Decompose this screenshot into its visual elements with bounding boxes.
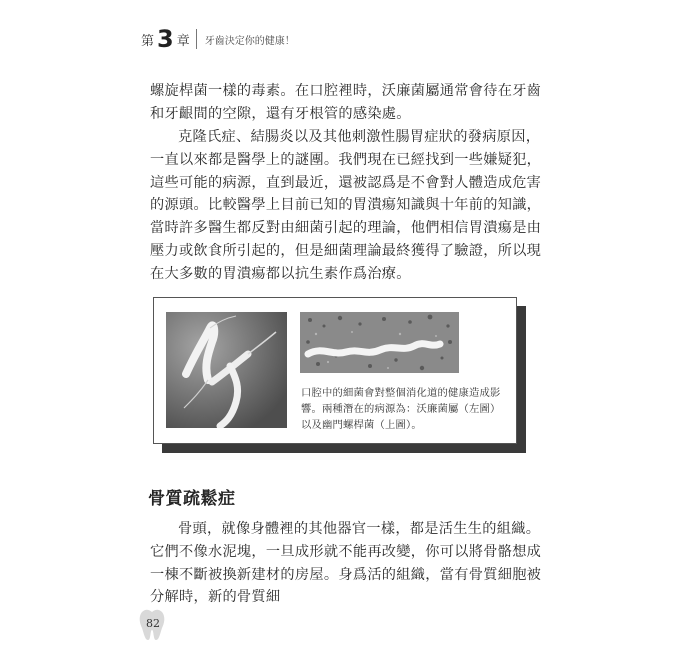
header-divider	[196, 29, 197, 49]
figure-caption: 口腔中的細菌會對整個消化道的健康造成影響。兩種潛在的病源為：沃廉菌屬（左圖）以及幽門螺桿菌（上圖）。	[301, 387, 501, 431]
helicobacter-micrograph	[300, 312, 459, 373]
page-number: 82	[146, 617, 160, 630]
chapter-prefix: 第	[141, 33, 155, 49]
paragraph-3: 骨頭，就像身體裡的其他器官一樣，都是活生生的組織。它們不像水泥塊，一旦成形就不能再改變，你可以將骨骼想成一棟不斷被換新建材的房屋。身爲活的組織，當有骨質細胞被分解時，新的骨質細	[150, 521, 542, 606]
wolinella-micrograph	[166, 312, 287, 428]
paragraph-2: 克隆氏症、結腸炎以及其他刺激性腸胃症狀的發病原因，一直以來都是醫學上的謎團。我們現在已經找到一些嫌疑犯，這些可能的病源，直到最近，還被認爲是不會對人體造成危害的源頭。比較醫學上目前已知的胃潰瘍知識與十年前的知識，當時許多醫生都反對由細菌引起的理論，他們相信胃潰瘍是由壓力或飲食所引起的，但是細菌理論最終獲得了驗證，所以現在大多數的胃潰瘍都以抗生素作爲治療。	[150, 129, 542, 282]
running-header	[141, 26, 295, 52]
section-heading: 骨質疏鬆症	[148, 489, 236, 509]
paragraph-1: 螺旋桿菌一樣的毒素。在口腔裡時，沃廉菌屬通常會待在牙齒和牙齦間的空隙，還有牙根管的感染處。	[150, 83, 542, 122]
book-title: 牙齒決定你的健康！	[204, 35, 295, 47]
figure-box	[153, 297, 517, 444]
chapter-number: 3	[157, 25, 174, 53]
chapter-suffix: 章	[176, 33, 190, 49]
